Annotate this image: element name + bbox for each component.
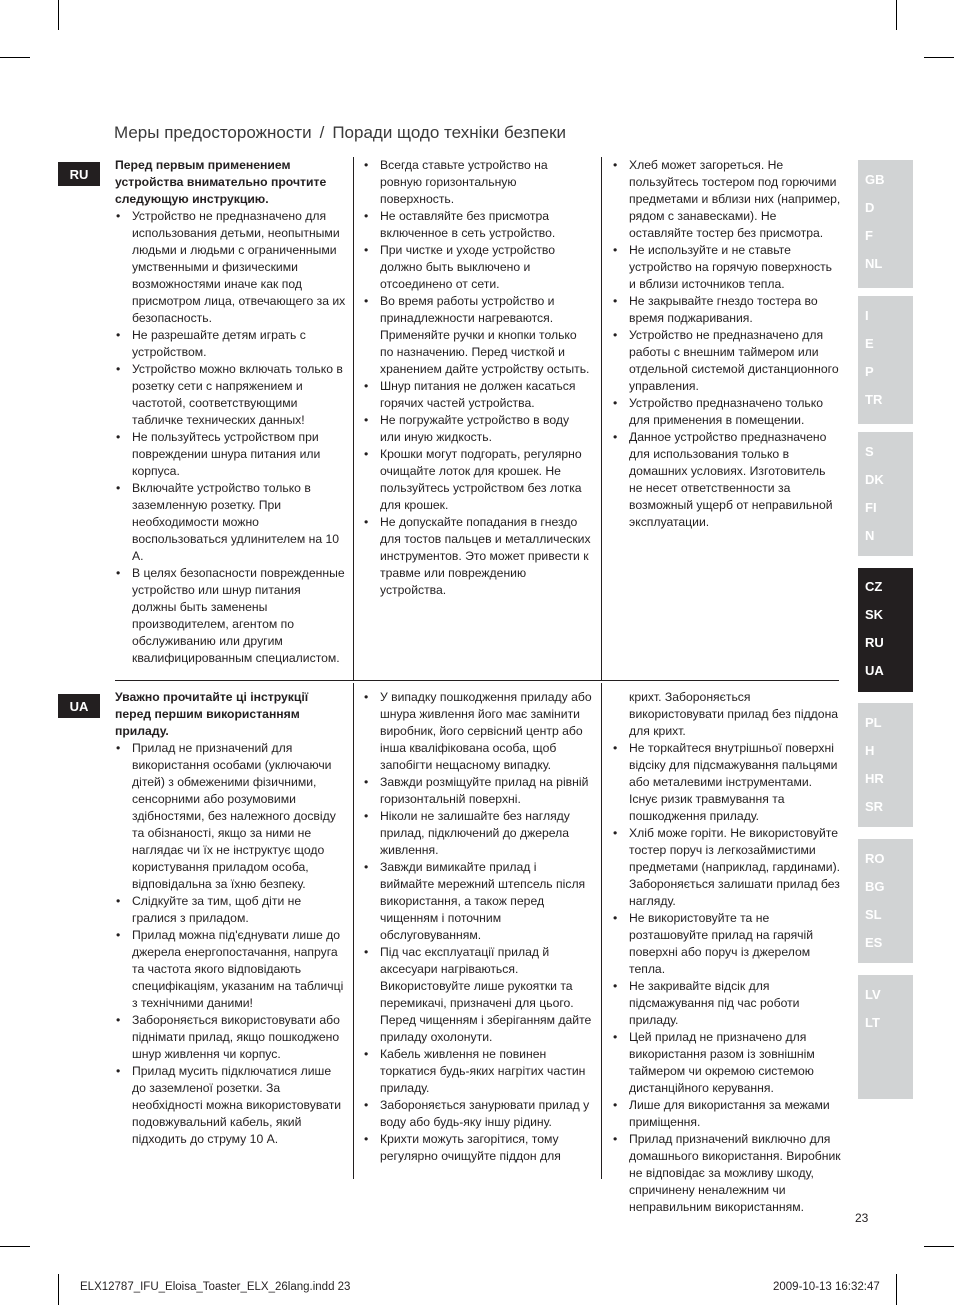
- ru-column-2: [363, 157, 593, 599]
- language-code[interactable]: FI: [865, 500, 877, 515]
- list-item: • Не разрешайте детям играть с устройством.: [115, 327, 347, 361]
- list-item: • Устройство можно включать только в розетку сети с напряжением и частотой, соответствующими табличке технических данных!: [115, 361, 347, 429]
- page-title: [114, 123, 566, 143]
- footer-timestamp: 2009-10-13 16:32:47: [773, 1281, 880, 1293]
- column-divider: [353, 683, 354, 1179]
- ua-column-1: [115, 689, 347, 1148]
- list-item: • Не закрывайте гнездо тостера во время поджаривания.: [612, 293, 842, 327]
- bullet-list: [612, 689, 842, 1216]
- bullet-list: [363, 689, 593, 1165]
- list-item: • Крихти можуть загорітися, тому регулярно очищуйте піддон для: [363, 1131, 593, 1165]
- list-item-continuation: крихт. Забороняється використовувати прилад без піддона для крихт.: [629, 690, 839, 738]
- language-code[interactable]: SR: [865, 799, 884, 814]
- list-item: • Прилад призначений виключно для домашнього використання. Виробник не відповідає за можливу шкоду, спричинену неналежним чи неправильним використанням.: [612, 1131, 842, 1216]
- language-nav-group[interactable]: [858, 839, 913, 963]
- page-title-ru: Меры предосторожности: [114, 123, 312, 142]
- crop-mark: [896, 1274, 897, 1305]
- list-item: • Хліб може горіти. Не використовуйте тостер поруч із легкозаймистими предметами (наприклад, гардинами). Забороняється залишати прилад без нагляду.: [612, 825, 842, 910]
- section-heading: Уважно прочитайте ці інструкції перед першим використанням приладу.: [115, 690, 309, 738]
- ua-column-2: [363, 689, 593, 1165]
- list-item: • Устройство предназначено только для применения в помещении.: [612, 395, 842, 429]
- language-code[interactable]: S: [865, 444, 874, 459]
- crop-mark: [0, 1246, 30, 1247]
- page-title-separator: /: [319, 123, 325, 142]
- section-divider: [115, 680, 839, 681]
- crop-mark: [924, 57, 954, 58]
- language-nav-group[interactable]: [858, 975, 913, 1099]
- crop-mark: [924, 1246, 954, 1247]
- list-item: • Завжди вимикайте прилад і виймайте мережний штепсель після використання, а також перед чищенням і поточним обслуговуванням.: [363, 859, 593, 944]
- bullet-list: [612, 157, 842, 531]
- language-code[interactable]: RU: [865, 635, 884, 650]
- language-code[interactable]: HR: [865, 771, 884, 786]
- page-title-ua: Поради щодо техніки безпеки: [332, 123, 567, 142]
- language-code[interactable]: D: [865, 200, 875, 215]
- list-item: • Не допускайте попадания в гнездо для тостов пальцев и металлических инструментов. Это может привести к травме или повреждению устройства.: [363, 514, 593, 599]
- list-item: • Прилад мусить підключатися лише до заземленої розетки. За необхідності можна використовувати подовжувальний кабель, який підходить до струму 10 А.: [115, 1063, 347, 1148]
- list-item: • Не погружайте устройство в воду или иную жидкость.: [363, 412, 593, 446]
- crop-mark: [58, 0, 59, 30]
- list-item: • Кабель живлення не повинен торкатися будь-яких нагрітих частин приладу.: [363, 1046, 593, 1097]
- language-code[interactable]: GB: [865, 172, 885, 187]
- language-code[interactable]: P: [865, 364, 874, 379]
- list-item: • Крошки могут подгорать, регулярно очищайте лоток для крошек. Не пользуйтесь устройством без лотка для крошек.: [363, 446, 593, 514]
- list-item: • Всегда ставьте устройство на ровную горизонтальную поверхность.: [363, 157, 593, 208]
- list-item: • Включайте устройство только в заземленную розетку. При необходимости можно воспользоваться удлинителем на 10 А.: [115, 480, 347, 565]
- list-item: • У випадку пошкодження приладу або шнура живлення його має замінити виробник, його сервісний центр або інша кваліфікована особа, щоб запобігти нещасному випадку.: [363, 689, 593, 774]
- list-item: • Не оставляйте без присмотра включенное в сеть устройство.: [363, 208, 593, 242]
- language-nav-group[interactable]: [858, 432, 913, 556]
- language-code[interactable]: NL: [865, 256, 883, 271]
- list-item: • Не пользуйтесь устройством при повреждении шнура питания или корпуса.: [115, 429, 347, 480]
- list-item: • Слідкуйте за тим, щоб діти не гралися з приладом.: [115, 893, 347, 927]
- bullet-list: [115, 208, 347, 667]
- language-code[interactable]: N: [865, 528, 875, 543]
- list-item: • Прилад можна під'єднувати лише до джерела енергопостачання, напруга та частота якого відповідають специфікаціям, указаним на табличці з технічними даними!: [115, 927, 347, 1012]
- list-item: • В целях безопасности поврежденные устройство или шнур питания должны быть заменены производителем, агентом по обслуживанию или другим квалифицированным специалистом.: [115, 565, 347, 667]
- language-nav-group[interactable]: [858, 703, 913, 827]
- list-item: • При чистке и уходе устройство должно быть выключено и отсоединено от сети.: [363, 242, 593, 293]
- language-code[interactable]: ES: [865, 935, 883, 950]
- ua-column-3: [612, 689, 842, 1216]
- ru-column-1: [115, 157, 347, 667]
- language-tag-ua: UA: [58, 694, 100, 718]
- list-item: • Лише для використання за межами приміщення.: [612, 1097, 842, 1131]
- language-code[interactable]: I: [865, 308, 869, 323]
- language-code[interactable]: SK: [865, 607, 884, 622]
- list-item: • Ніколи не залишайте без нагляду прилад, підключений до джерела живлення.: [363, 808, 593, 859]
- crop-mark: [896, 0, 897, 30]
- bullet-list: [363, 157, 593, 599]
- crop-mark: [58, 1274, 59, 1305]
- column-divider: [601, 683, 602, 1179]
- crop-mark: [0, 57, 30, 58]
- list-item: • Не торкайтеся внутрішньої поверхні відсіку для підсмажування пальцями або металевими інструментами. Існує ризик травмування та пошкодження приладу.: [612, 740, 842, 825]
- column-divider: [353, 157, 354, 680]
- section-heading: Перед первым применением устройства внимательно прочтите следующую инструкцию.: [115, 158, 327, 206]
- ru-column-3: [612, 157, 842, 531]
- language-code[interactable]: CZ: [865, 579, 883, 594]
- language-code[interactable]: RO: [865, 851, 885, 866]
- list-item: • Хлеб может загореться. Не пользуйтесь тостером под горючими предметами и вблизи них (например, рядом с занавесками). Не оставляйте тостер без присмотра.: [612, 157, 842, 242]
- language-code[interactable]: LT: [865, 1015, 880, 1030]
- language-code[interactable]: SL: [865, 907, 882, 922]
- language-code[interactable]: UA: [865, 663, 884, 678]
- language-tag-ru: RU: [58, 162, 100, 186]
- list-item: • Не закривайте відсік для підсмажування під час роботи приладу.: [612, 978, 842, 1029]
- language-code[interactable]: TR: [865, 392, 883, 407]
- list-item: • Шнур питания не должен касаться горячих частей устройства.: [363, 378, 593, 412]
- language-code[interactable]: H: [865, 743, 875, 758]
- column-divider: [601, 157, 602, 680]
- list-item: • Прилад не призначений для використання особами (уключаючи дітей) з обмеженими фізичними, сенсорними або розумовими здібностями, без належного досвіду та обізнаності, якщо за ними не наглядає чи їх не інструктує щодо користування приладом особа, відповідальна за їхню безпеку.: [115, 740, 347, 893]
- language-nav-group[interactable]: [858, 296, 913, 424]
- bullet-list: [115, 740, 347, 1148]
- list-item: • Не використовуйте та не розташовуйте прилад на гарячій поверхні або поруч із джерелом тепла.: [612, 910, 842, 978]
- list-item: • Під час експлуатації прилад й аксесуари нагріваються. Використовуйте лише рукоятки та перемикачі, призначені для цього. Перед чищенням і зберіганням дайте приладу охолонути.: [363, 944, 593, 1046]
- list-item: • Не используйте и не ставьте устройство на горячую поверхность и вблизи источников тепла.: [612, 242, 842, 293]
- list-item: • Во время работы устройство и принадлежности нагреваются. Применяйте ручки и кнопки только по назначению. Перед чисткой и хранением дайте устройству остыть.: [363, 293, 593, 378]
- language-code[interactable]: F: [865, 228, 873, 243]
- list-item: • Забороняється занурювати прилад у воду або будь-яку іншу рідину.: [363, 1097, 593, 1131]
- language-code[interactable]: DK: [865, 472, 884, 487]
- footer-filename: ELX12787_IFU_Eloisa_Toaster_ELX_26lang.indd 23: [80, 1281, 351, 1293]
- list-item: • Данное устройство предназначено для использования только в домашних условиях. Изготовитель не несет ответственности за возможный ущерб от неправильной эксплуатации.: [612, 429, 842, 531]
- language-nav-group[interactable]: [858, 160, 913, 288]
- language-code[interactable]: PL: [865, 715, 882, 730]
- list-item: • Устройство не предназначено для использования детьми, неопытными людьми и людьми с ограниченными умственными и физическими возможностями иначе как под присмотром лица, отвечающего за их безопасность.: [115, 208, 347, 327]
- list-item: • Цей прилад не призначено для використання разом із зовнішнім таймером чи окремою системою дистанційного керування.: [612, 1029, 842, 1097]
- language-nav-group[interactable]: [858, 568, 913, 692]
- list-item: • Забороняється використовувати або піднімати прилад, якщо пошкоджено шнур живлення чи корпус.: [115, 1012, 347, 1063]
- list-item: • Завжди розміщуйте прилад на рівній горизонтальній поверхні.: [363, 774, 593, 808]
- page-number: 23: [855, 1211, 869, 1225]
- list-item: • Устройство не предназначено для работы с внешним таймером или отдельной системой дистанционного управления.: [612, 327, 842, 395]
- language-code[interactable]: BG: [865, 879, 885, 894]
- language-code[interactable]: E: [865, 336, 874, 351]
- language-code[interactable]: LV: [865, 987, 881, 1002]
